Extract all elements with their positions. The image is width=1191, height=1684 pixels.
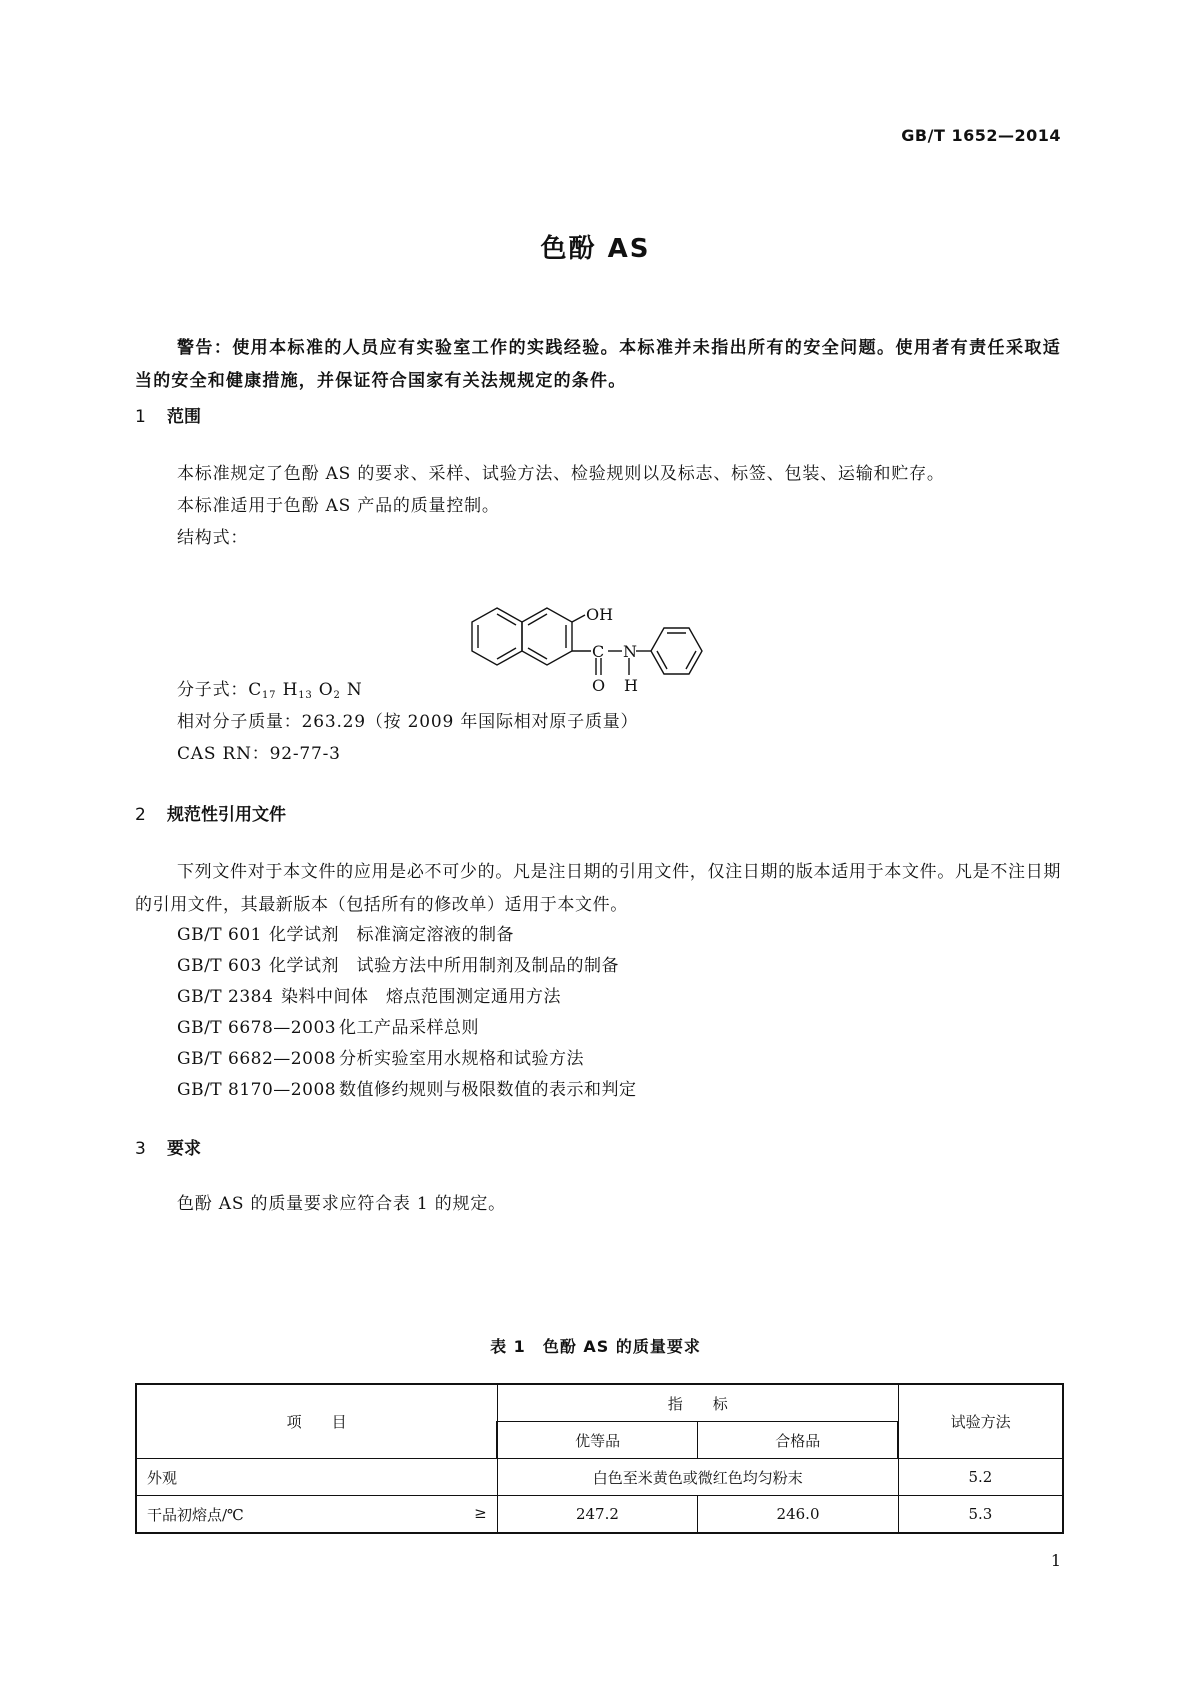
page-number: 1	[1050, 1551, 1061, 1570]
carbon-label: C	[592, 642, 605, 661]
reference-item	[177, 920, 514, 945]
section-title: 要求	[167, 1139, 201, 1159]
row-operator: ≥	[474, 1503, 487, 1522]
reference-title: 化学试剂 标准滴定溶液的制备	[269, 925, 514, 945]
header-indicator: 指 标	[497, 1384, 898, 1422]
row-value-qualified: 246.0	[698, 1496, 899, 1534]
nitrogen-label: N	[623, 642, 637, 661]
phenyl-ring	[651, 628, 702, 674]
reference-code: GB/T 6678—2003	[177, 1018, 337, 1038]
table-header-row	[136, 1384, 1063, 1422]
reference-title: 分析实验室用水规格和试验方法	[339, 1049, 584, 1069]
naphthalene-ring-right	[522, 608, 572, 665]
formula-h-count: 13	[298, 690, 313, 701]
quality-requirements-table	[135, 1383, 1064, 1534]
oxygen-label: O	[592, 676, 606, 695]
reference-item	[177, 1044, 584, 1069]
row-method: 5.2	[898, 1459, 1063, 1496]
section-number: 2	[135, 805, 146, 825]
row-value: 白色至米黄色或微红色均匀粉末	[497, 1459, 898, 1496]
reference-code: GB/T 8170—2008	[177, 1080, 337, 1100]
structure-label: 结构式：	[177, 528, 249, 548]
formula-c: C	[248, 680, 263, 700]
oh-label: OH	[586, 605, 614, 624]
normative-references-intro: 下列文件对于本文件的应用是必不可少的。凡是注日期的引用文件，仅注日期的版本适用于本文件。凡是不注日期的引用文件，其最新版本（包括所有的修改单）适用于本文件。	[135, 862, 1061, 915]
standard-code: GB/T 1652—2014	[901, 126, 1061, 145]
reference-item	[177, 951, 619, 976]
row-item: 外观	[136, 1459, 497, 1496]
relative-molecular-mass: 相对分子质量：263.29（按 2009 年国际相对原子质量）	[177, 712, 639, 732]
page-title: 色酚 AS	[540, 234, 651, 264]
section-title: 范围	[167, 407, 201, 427]
reference-item	[177, 1075, 637, 1100]
formula-h: H	[282, 680, 299, 700]
header-item: 项 目	[136, 1384, 497, 1459]
reference-title: 染料中间体 熔点范围测定通用方法	[281, 987, 561, 1007]
hydrogen-label: H	[624, 676, 638, 695]
formula-c-count: 17	[262, 690, 277, 701]
row-item: 干品初熔点/℃	[147, 1505, 244, 1524]
naphthalene-ring-left	[472, 608, 522, 665]
header-grade-qualified: 合格品	[698, 1422, 899, 1459]
formula-o: O	[318, 680, 334, 700]
scope-paragraph-2: 本标准适用于色酚 AS 产品的质量控制。	[177, 496, 500, 516]
formula-o-count: 2	[333, 690, 341, 701]
reference-code: GB/T 603	[177, 956, 262, 976]
reference-title: 数值修约规则与极限数值的表示和判定	[339, 1080, 637, 1100]
formula-n: N	[346, 680, 363, 700]
reference-item	[177, 1013, 479, 1038]
row-item-cell	[136, 1496, 497, 1534]
reference-code: GB/T 6682—2008	[177, 1049, 337, 1069]
reference-code: GB/T 601	[177, 925, 262, 945]
section-1-heading	[135, 402, 201, 427]
table-caption: 表 1 色酚 AS 的质量要求	[490, 1337, 701, 1356]
table-row	[136, 1496, 1063, 1534]
section-title: 规范性引用文件	[167, 805, 286, 825]
row-value-superior: 247.2	[497, 1496, 698, 1534]
section-3-heading	[135, 1134, 201, 1159]
row-method: 5.3	[898, 1496, 1063, 1534]
header-grade-superior: 优等品	[497, 1422, 698, 1459]
table-row	[136, 1459, 1063, 1496]
warning-paragraph: 警告：使用本标准的人员应有实验室工作的实践经验。本标准并未指出所有的安全问题。使用者有责任采取适当的安全和健康措施，并保证符合国家有关法规规定的条件。	[135, 338, 1061, 391]
oh-bond	[572, 615, 585, 622]
cas-number: CAS RN：92-77-3	[177, 744, 341, 764]
formula-label: 分子式：	[177, 680, 249, 700]
header-method: 试验方法	[898, 1384, 1063, 1459]
reference-title: 化学试剂 试验方法中所用制剂及制品的制备	[269, 956, 619, 976]
reference-item	[177, 982, 561, 1007]
requirements-paragraph: 色酚 AS 的质量要求应符合表 1 的规定。	[177, 1194, 506, 1214]
section-2-heading	[135, 800, 286, 825]
reference-code: GB/T 2384	[177, 987, 274, 1007]
section-number: 3	[135, 1139, 146, 1159]
section-number: 1	[135, 407, 146, 427]
scope-paragraph-1: 本标准规定了色酚 AS 的要求、采样、试验方法、检验规则以及标志、标签、包装、运输和贮存。	[177, 464, 945, 484]
reference-title: 化工产品采样总则	[339, 1018, 479, 1038]
